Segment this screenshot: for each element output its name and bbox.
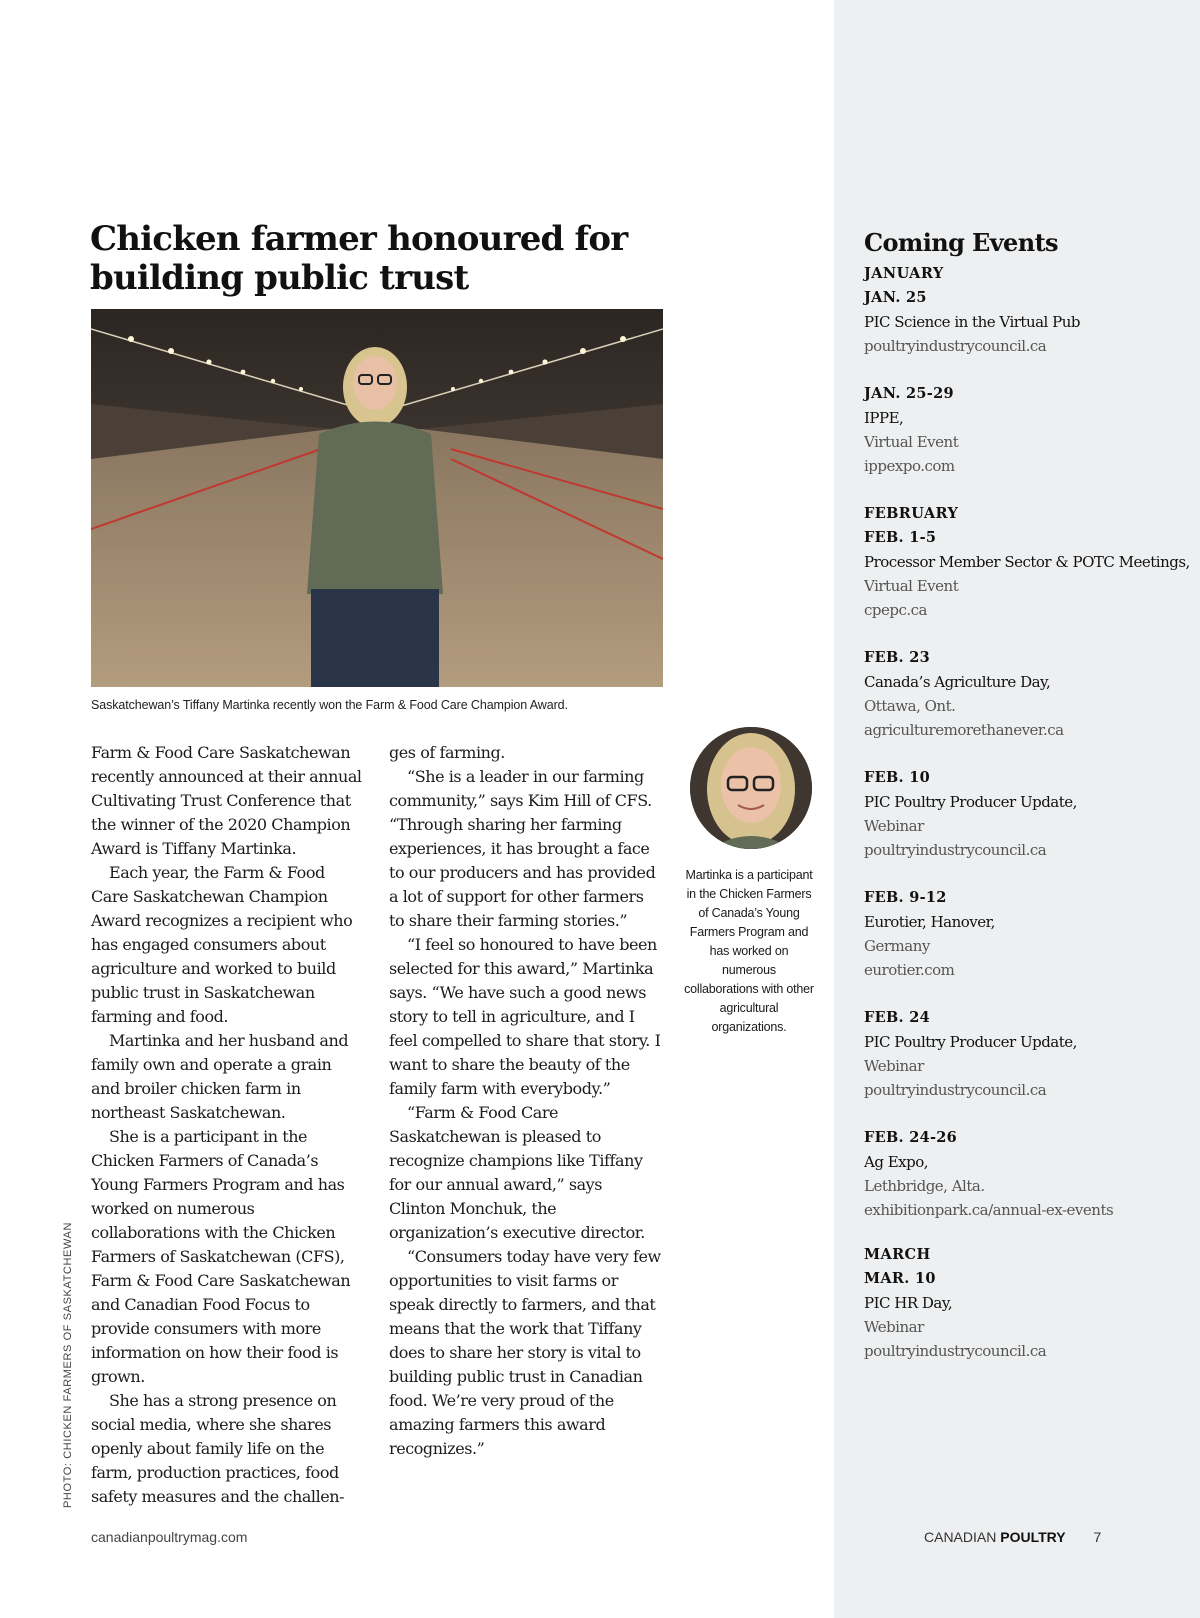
event-link[interactable]: poultryindustrycouncil.ca [864,1081,1047,1099]
paragraph: “Farm & Food Care Saskatchewan is pleased to recognize champions like Tiffany for our annual award,” says Clinton Monchuk, the organization’s executive director. [389,1103,645,1242]
event-link[interactable]: ippexpo.com [864,457,955,475]
event-item [864,766,1194,862]
event-link[interactable]: poultryindustrycouncil.ca [864,1342,1047,1360]
event-item [864,646,1194,742]
photo-credit: PHOTO: CHICKEN FARMERS OF SASKATCHEWAN [62,1221,74,1508]
footer-website[interactable]: canadianpoultrymag.com [91,1529,248,1545]
event-item [864,526,1194,622]
event-title: Ag Expo, [864,1153,929,1171]
magazine-name-light: CANADIAN [924,1529,997,1545]
page-number: 7 [1093,1529,1102,1545]
event-location: Virtual Event [864,577,959,595]
event-date: JAN. 25-29 [864,385,954,402]
article-column-1 [91,741,363,1509]
event-date: FEB. 9-12 [864,889,947,906]
event-date: MAR. 10 [864,1270,936,1287]
month-heading: JANUARY [864,265,944,282]
event-item [864,1267,1194,1363]
event-link[interactable]: cpepc.ca [864,601,927,619]
events-title: Coming Events [864,228,1058,257]
event-item [864,1006,1194,1102]
event-title: Canada’s Agriculture Day, [864,673,1051,691]
month-heading: MARCH [864,1246,931,1263]
event-title: PIC Poultry Producer Update, [864,793,1077,811]
event-title: Processor Member Sector & POTC Meetings, [864,553,1190,571]
paragraph: “She is a leader in our farming community,” says Kim Hill of CFS. “Through sharing her farming experiences, it has brought a face to our producers and has provided a lot of support for other farmers to share their farming stories.” [389,767,656,930]
event-location: Germany [864,937,930,955]
event-location: Ottawa, Ont. [864,697,956,715]
event-date: FEB. 1-5 [864,529,937,546]
event-date: JAN. 25 [864,289,927,306]
event-date: FEB. 23 [864,649,930,666]
paragraph: ges of farming. [389,743,505,762]
event-item [864,886,1194,982]
event-location: Webinar [864,817,924,835]
event-link[interactable]: eurotier.com [864,961,955,979]
event-link[interactable]: poultryindustrycouncil.ca [864,337,1047,355]
event-title: PIC Science in the Virtual Pub [864,313,1080,331]
paragraph: “Consumers today have very few opportunities to visit farms or speak directly to farmers, and that means that the work that Tiffany does to share her story is vital to building public trust in Canadian food. We’re very proud of the amazing farmers this award recognizes.” [389,1247,661,1458]
event-link[interactable]: agriculturemorethanever.ca [864,721,1064,739]
magazine-name-bold: POULTRY [1000,1529,1066,1545]
event-title: PIC Poultry Producer Update, [864,1033,1077,1051]
event-item [864,382,1194,478]
portrait-caption: Martinka is a participant in the Chicken Farmers of Canada’s Young Farmers Program and has worked on numerous collaborations with other agricultural organizations. [684,868,814,1034]
event-date: FEB. 24 [864,1009,930,1026]
event-link[interactable]: poultryindustrycouncil.ca [864,841,1047,859]
paragraph: “I feel so honoured to have been selected for this award,” Martinka says. “We have such a good news story to tell in agriculture, and I feel compelled to share that story. I want to share the beauty of the family farm with everybody.” [389,935,661,1098]
paragraph: Each year, the Farm & Food Care Saskatchewan Champion Award recognizes a recipient who has engaged consumers about agriculture and worked to build public trust in Saskatchewan farming and food. [91,863,353,1026]
event-location: Virtual Event [864,433,959,451]
paragraph: Martinka and her husband and family own and operate a grain and broiler chicken farm in northeast Saskatchewan. [91,1031,349,1122]
events-list [864,262,1194,1387]
article-photo [91,309,663,687]
paragraph: She has a strong presence on social media, where she shares openly about family life on the farm, production practices, food safety measures and the challen- [91,1391,345,1506]
event-title: Eurotier, Hanover, [864,913,995,931]
event-item [864,1126,1194,1219]
article-column-2 [389,741,661,1461]
event-link[interactable]: exhibitionpark.ca/annual-ex-events [864,1201,1114,1219]
event-item [864,286,1194,358]
event-title: PIC HR Day, [864,1294,953,1312]
paragraph: She is a participant in the Chicken Farmers of Canada’s Young Farmers Program and has worked on numerous collaborations with the Chicken Farmers of Saskatchewan (CFS), Farm & Food Care Saskatchewan and Canadian Food Focus to provide consumers with more information on how their food is grown. [91,1127,351,1386]
portrait-illustration [690,727,812,849]
event-location: Webinar [864,1057,924,1075]
event-location: Webinar [864,1318,924,1336]
portrait-photo [690,727,812,849]
event-title: IPPE, [864,409,904,427]
month-heading: FEBRUARY [864,505,959,522]
barn-photo-illustration [91,309,663,687]
photo-caption: Saskatchewan’s Tiffany Martinka recently won the Farm & Food Care Champion Award. [91,698,568,712]
paragraph: Farm & Food Care Saskatchewan recently announced at their annual Cultivating Trust Conference that the winner of the 2020 Champion Award is Tiffany Martinka. [91,743,362,858]
article-headline: Chicken farmer honoured for building public trust [90,219,628,298]
footer-magazine [924,1529,1101,1545]
event-date: FEB. 10 [864,769,930,786]
event-date: FEB. 24-26 [864,1129,958,1146]
event-location: Lethbridge, Alta. [864,1177,985,1195]
